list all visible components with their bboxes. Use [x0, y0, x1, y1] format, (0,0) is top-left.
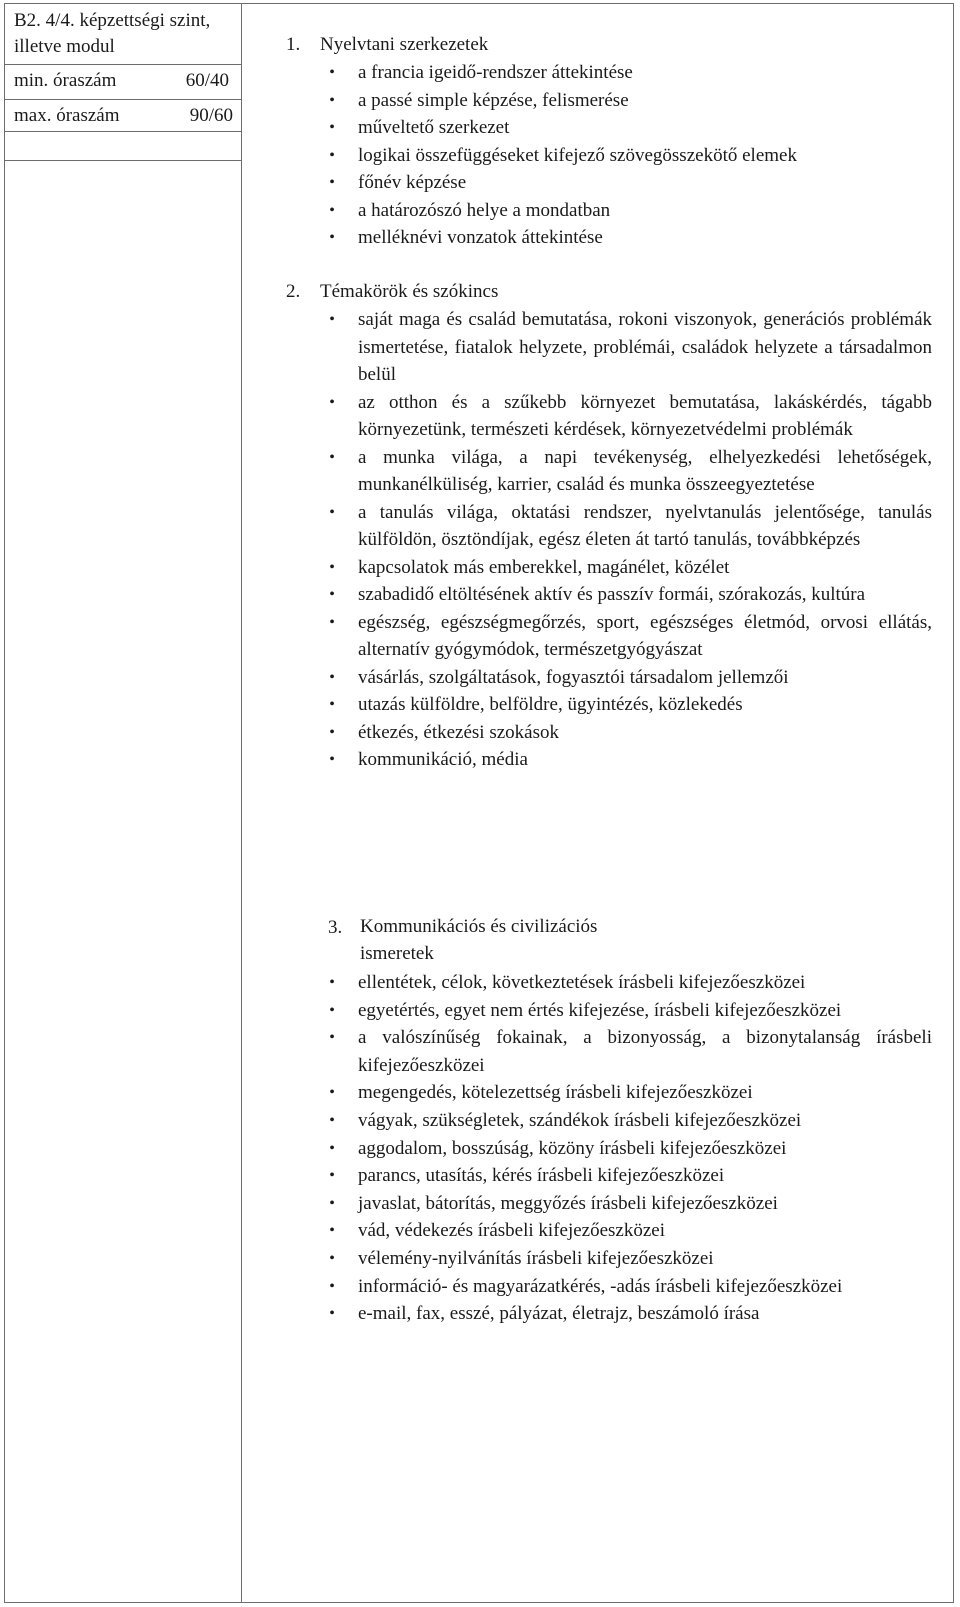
bullet-icon: • [329, 229, 335, 246]
list-item [242, 1107, 954, 1135]
list-item-text: kommunikáció, média [358, 749, 528, 770]
list-item [242, 969, 954, 997]
bullet-icon: • [329, 751, 335, 768]
bullet-icon: • [329, 974, 335, 991]
bullet-icon: • [329, 503, 335, 521]
list-item-text: megengedés, kötelezettség írásbeli kifejezőeszközei [358, 1082, 753, 1104]
list-item [242, 306, 954, 389]
bullet-icon: • [329, 1139, 335, 1157]
section-2-list [242, 306, 954, 774]
section-number: 2. [286, 281, 301, 302]
list-item-text: főnév képzése [358, 172, 467, 193]
section-heading [328, 916, 688, 967]
bullet-icon: • [329, 1305, 335, 1323]
bullet-icon: • [329, 64, 335, 81]
bullet-icon: • [329, 696, 335, 713]
list-item [242, 609, 954, 664]
list-item [242, 224, 954, 252]
list-item-text: egészség, egészségmegőrzés, sport, egészséges életmód, orvosi ellátás, alternatív gyógymódok, természetgyógyászat [358, 611, 932, 660]
list-item-text: vásárlás, szolgáltatások, fogyasztói társadalom jellemzői [358, 666, 789, 688]
list-item-text: a passé simple képzése, felismerése [358, 89, 629, 111]
bullet-icon: • [329, 1111, 335, 1129]
list-item [242, 719, 954, 747]
list-item [242, 499, 954, 554]
list-item-text: vágyak, szükségletek, szándékok írásbeli kifejezőeszközei [358, 1109, 802, 1131]
list-item-text: aggodalom, bosszúság, közöny írásbeli kifejezőeszközei [358, 1137, 787, 1159]
list-item [242, 664, 954, 692]
list-item-text: kapcsolatok más emberekkel, magánélet, közélet [358, 556, 730, 578]
list-item-text: ellentétek, célok, következtetések írásbeli kifejezőeszközei [358, 972, 806, 993]
section-number: 3. [328, 917, 343, 938]
min-hours-label: min. óraszám [14, 70, 117, 91]
list-item [242, 1273, 954, 1301]
list-item-text: étkezés, étkezési szokások [358, 721, 559, 743]
section-3-list [242, 969, 954, 1328]
list-item-text: javaslat, bátorítás, meggyőzés írásbeli kifejezőeszközei [358, 1192, 778, 1214]
list-item [242, 444, 954, 499]
max-hours-row [4, 100, 241, 132]
list-item-text: szabadidő eltöltésének aktív és passzív formái, szórakozás, kultúra [358, 584, 866, 605]
list-item-text: a munka világa, a napi tevékenység, elhelyezkedési lehetőségek, munkanélküliség, karrier, család és munka összeegyeztetése [358, 446, 932, 495]
bullet-icon: • [329, 146, 335, 164]
max-hours-value: 90/60 [189, 105, 233, 126]
list-item [242, 87, 954, 115]
list-item-text: egyetértés, egyet nem értés kifejezése, írásbeli kifejezőeszközei [358, 999, 842, 1021]
section-1-list [242, 59, 954, 252]
bullet-icon: • [329, 174, 335, 191]
list-item-text: vélemény-nyilvánítás írásbeli kifejezőeszközei [358, 1247, 714, 1269]
list-item-text: utazás külföldre, belföldre, ügyintézés, közlekedés [358, 694, 743, 715]
bullet-icon: • [329, 201, 335, 219]
bullet-icon: • [329, 1222, 335, 1240]
list-item-text: információ- és magyarázatkérés, -adás írásbeli kifejezőeszközei [358, 1275, 843, 1297]
left-column [4, 3, 241, 161]
list-item [242, 59, 954, 87]
list-item-text: vád, védekezés írásbeli kifejezőeszközei [358, 1220, 666, 1242]
list-item-text: a határozószó helye a mondatban [358, 199, 611, 221]
list-item [242, 554, 954, 582]
min-hours-value: 60/40 [185, 70, 229, 91]
section-heading [286, 33, 488, 57]
list-item [242, 691, 954, 719]
bullet-icon: • [329, 91, 335, 109]
bullet-icon: • [329, 1249, 335, 1267]
bullet-icon: • [329, 613, 335, 631]
bullet-icon: • [329, 1167, 335, 1185]
list-item [242, 1217, 954, 1245]
list-item [242, 142, 954, 170]
list-item [242, 1135, 954, 1163]
list-item-text: a francia igeidő-rendszer áttekintése [358, 62, 633, 83]
list-item [242, 1245, 954, 1273]
list-item-text: a tanulás világa, oktatási rendszer, nyelvtanulás jelentősége, tanulás külföldön, ösztöndíjak, egész életen át tartó tanulás, továbbképzés [358, 501, 932, 550]
bullet-icon: • [329, 668, 335, 686]
list-item [242, 169, 954, 197]
bullet-icon: • [329, 1277, 335, 1295]
document-page [4, 3, 956, 1603]
list-item-text: e-mail, fax, esszé, pályázat, életrajz, beszámoló írása [358, 1303, 760, 1325]
bullet-icon: • [329, 311, 335, 328]
section-number: 1. [286, 34, 301, 55]
list-item [242, 389, 954, 444]
bullet-icon: • [329, 1029, 335, 1047]
list-item [242, 746, 954, 774]
bullet-icon: • [329, 119, 335, 136]
list-item-text: az otthon és a szűkebb környezet bemutatása, lakáskérdés, tágabb környezetünk, természeti kérdések, környezetvédelmi problémák [358, 391, 932, 440]
bullet-icon: • [329, 393, 335, 411]
section-heading [286, 280, 498, 304]
bullet-icon: • [329, 1001, 335, 1019]
list-item [242, 114, 954, 142]
bullet-icon: • [329, 1084, 335, 1102]
bullet-icon: • [329, 723, 335, 741]
section-title: Kommunikációs és civilizációs ismeretek [360, 916, 598, 964]
list-item [242, 197, 954, 225]
bullet-icon: • [329, 448, 335, 466]
list-item-text: melléknévi vonzatok áttekintése [358, 227, 603, 248]
list-item [242, 1162, 954, 1190]
list-item-text: műveltető szerkezet [358, 117, 510, 138]
list-item [242, 997, 954, 1025]
list-item [242, 1300, 954, 1328]
max-hours-label: max. óraszám [14, 105, 120, 126]
module-title: B2. 4/4. képzettségi szint, illetve modul [4, 3, 241, 65]
section-title: Nyelvtani szerkezetek [320, 34, 489, 55]
bullet-icon: • [329, 586, 335, 603]
list-item-text: a valószínűség fokainak, a bizonyosság, a bizonytalanság írásbeli kifejezőeszközei [358, 1027, 932, 1076]
section-title: Témakörök és szókincs [320, 281, 499, 302]
bullet-icon: • [329, 558, 335, 576]
list-item-text: saját maga és család bemutatása, rokoni viszonyok, generációs problémák ismertetése, fiatalok helyzete, problémái, családok helyzete a társadalmon belül [358, 309, 932, 385]
left-spacer-row [4, 132, 241, 161]
bullet-icon: • [329, 1194, 335, 1212]
list-item [242, 1190, 954, 1218]
list-item-text: parancs, utasítás, kérés írásbeli kifejezőeszközei [358, 1165, 725, 1187]
list-item [242, 581, 954, 609]
min-hours-row [4, 65, 241, 100]
list-item-text: logikai összefüggéseket kifejező szövegösszekötő elemek [358, 144, 797, 166]
list-item [242, 1024, 954, 1079]
list-item [242, 1079, 954, 1107]
